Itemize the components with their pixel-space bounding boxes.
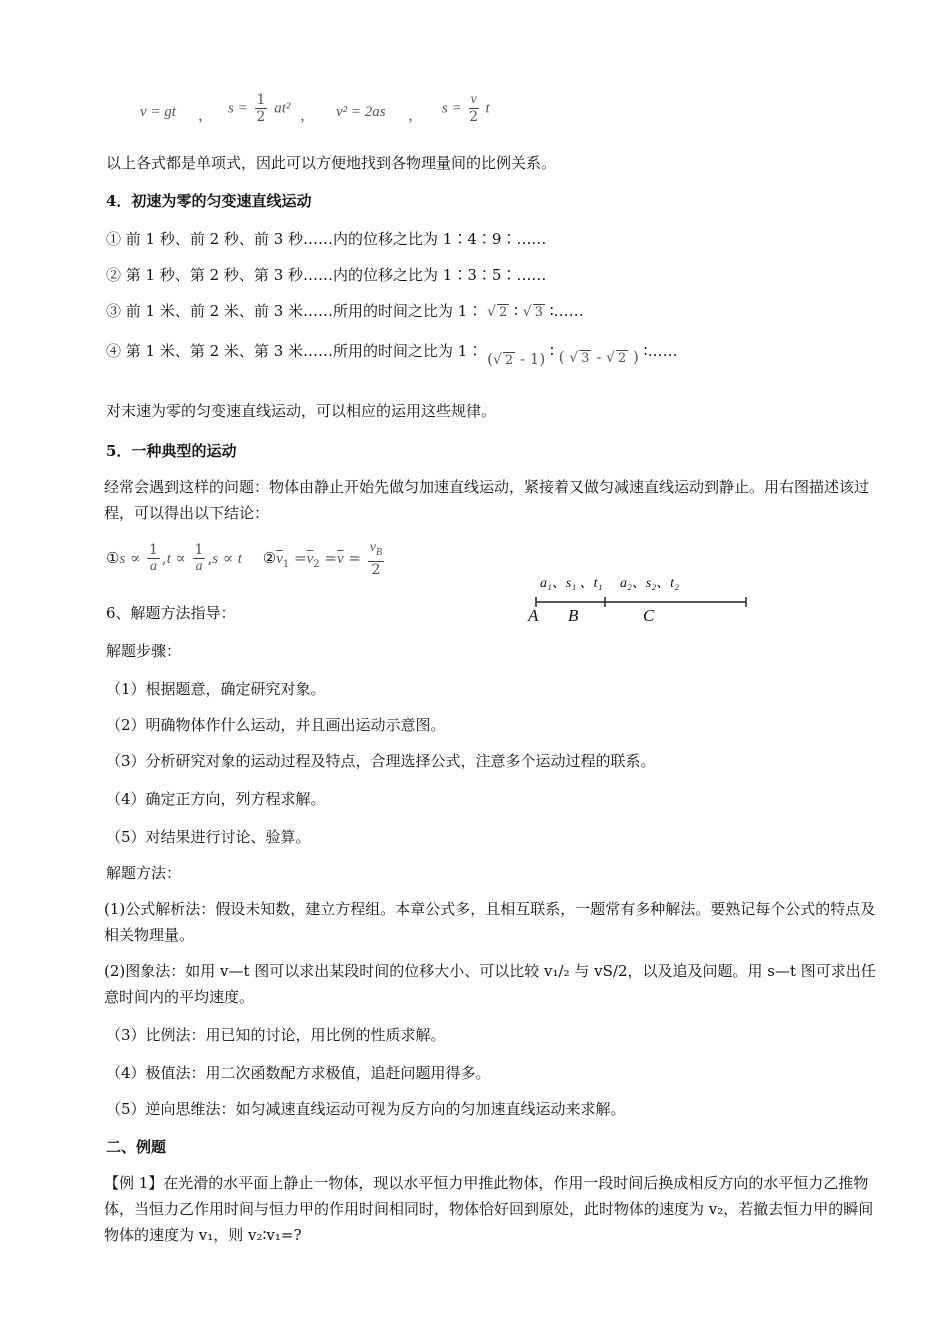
fraction-vb-over-2: $\frac{v_B}{2}$ [369,540,383,578]
item-3-tail: ∶…… [549,302,584,320]
step-2: （2）明确物体作什么运动，并且画出运动示意图。 [106,716,446,734]
method-5: （5）逆向思维法：如匀减速直线运动可视为反方向的匀加速直线运动来求解。 [106,1100,626,1118]
section-4-note: 对末速为零的匀变速直线运动，可以相应的运用这些规律。 [106,402,497,420]
separator: ， [198,106,214,124]
method-3: （3）比例法：用已知的讨论，用比例的性质求解。 [106,1026,446,1044]
fraction-1-over-a: $\frac{1}{a}$ [148,542,158,575]
numerator: v [470,92,477,107]
point-b-label: B [568,606,579,625]
fraction-1-over-a: $\frac{1}{a}$ [194,542,204,575]
examples-title: 二、例题 [106,1138,167,1156]
step-5: （5）对结果进行讨论、验算。 [106,828,311,846]
section-4-item-4: ④ 第 1 米、第 2 米、第 3 米……所用的时间之比为 1∶ (√ 2 - 1) ∶ ( √ 3 - √ 2 ) ∶…… [106,342,678,368]
single-term-note: 以上各式都是单项式，因此可以方便地找到各物理量间的比例关系。 [106,154,557,172]
method-1: (1)公式解析法：假设未知数，建立方程组。本章公式多，且相互联系，一题常有多种解法。要熟记每个公式的特点及相关物理量。 [104,900,876,944]
formula-v2-2as: v² = 2as [336,104,386,120]
step-3: （3）分析研究对象的运动过程及特点，合理选择公式，注意多个运动过程的联系。 [106,752,656,770]
section-5-conclusions [106,540,386,578]
separator: ， [300,106,316,124]
radicand: 2 [504,353,514,368]
radicand: 2 [499,305,508,320]
formula-rhs: t [485,100,490,117]
item-3-text: ③ 前 1 米、前 2 米、前 3 米……所用的时间之比为 1∶ [106,302,483,320]
point-c-label: C [643,606,655,625]
section-4-item-2: ② 第 1 秒、第 2 秒、第 3 秒……内的位移之比为 1∶3∶5∶…… [106,266,547,284]
radicand: 2 [617,351,627,366]
diagram-label-left: a₁、s₁ 、t₁ [540,576,603,591]
radicand: 3 [534,305,543,320]
item-4-tail: ∶…… [643,342,678,360]
sqrt-2: √ 2 [487,304,508,320]
fraction-v-over-2 [469,92,479,125]
radicand: 3 [581,351,590,366]
denominator: 2 [469,109,479,125]
term-sqrt3-minus-sqrt2: ( √ 3 - √ 2 ) [558,348,639,366]
denominator: 2 [256,109,266,125]
section-5-title: 5．一种典型的运动 [106,442,237,460]
section-4-title: 4．初速为零的匀变速直线运动 [106,192,312,210]
point-a-label: A [528,606,539,625]
methods-title: 解题方法： [106,864,182,882]
formula-s-half-at2 [228,92,290,125]
separator: ， [408,106,424,124]
formula-rhs: at² [274,100,291,117]
formula-s-v2-t [442,92,490,125]
formula-v-gt: v = gt [140,104,176,120]
sqrt-3: √ 3 [522,304,543,320]
formula-lhs: s = [442,100,462,117]
section-4-item-1: ① 前 1 秒、前 2 秒、前 3 秒……内的位移之比为 1∶4∶9∶…… [106,230,547,248]
diagram-label-right: a₂、s₂、t₂ [620,576,679,591]
motion-diagram [528,570,758,630]
step-4: （4）确定正方向，列方程求解。 [106,790,326,808]
method-4: （4）极值法：用二次函数配方求极值，追赶问题用得多。 [106,1064,491,1082]
formula-lhs: s = [228,100,248,117]
step-1: （1）根据题意，确定研究对象。 [106,680,326,698]
section-5-desc: 经常会遇到这样的问题：物体由静止开始先做匀加速直线运动，紧接着又做匀减速直线运动到静止。用右图描述该过程，可以得出以下结论： [104,478,870,522]
section-4-item-3: ③ 前 1 米、前 2 米、前 3 米……所用的时间之比为 1∶ √ 2 ∶ √ 3 ∶…… [106,302,584,320]
section-6-title: 6、解题方法指导： [106,604,236,622]
fraction-half [255,92,268,125]
example-1: 【例 1】在光滑的水平面上静止一物体，现以水平恒力甲推此物体，作用一段时间后换成相反方向的水平恒力乙推物体，当恒力乙作用时间与恒力甲的作用时间相同时，物体恰好回到原处，此时物体的速度为 v₂，若撤去恒力甲的瞬间物体的速度为 v₁，则 v₂∶v₁=? [104,1174,874,1244]
term-sqrt2-minus-1: (√ 2 - 1) [487,350,546,368]
conclusion-1: ①s ∝ $\frac{1}{a}$ ,t ∝ $\frac{1}{a}$ ,s ∝ t [106,542,242,575]
conclusion-2: $②\overline{v}_1 =\overline{v}_2 =\overline{v}$ = $\frac{v_B}{2}$ [262,540,383,578]
item-4-text: ④ 第 1 米、第 2 米、第 3 米……所用的时间之比为 1∶ [106,342,483,360]
steps-title: 解题步骤： [106,642,182,660]
method-2: (2)图象法：如用 v—t 图可以求出某段时间的位移大小、可以比较 v₁/₂ 与 vS/2，以及追及问题。用 s—t 图可求出任意时间内的平均速度。 [104,962,876,1006]
numerator: 1 [256,92,266,108]
